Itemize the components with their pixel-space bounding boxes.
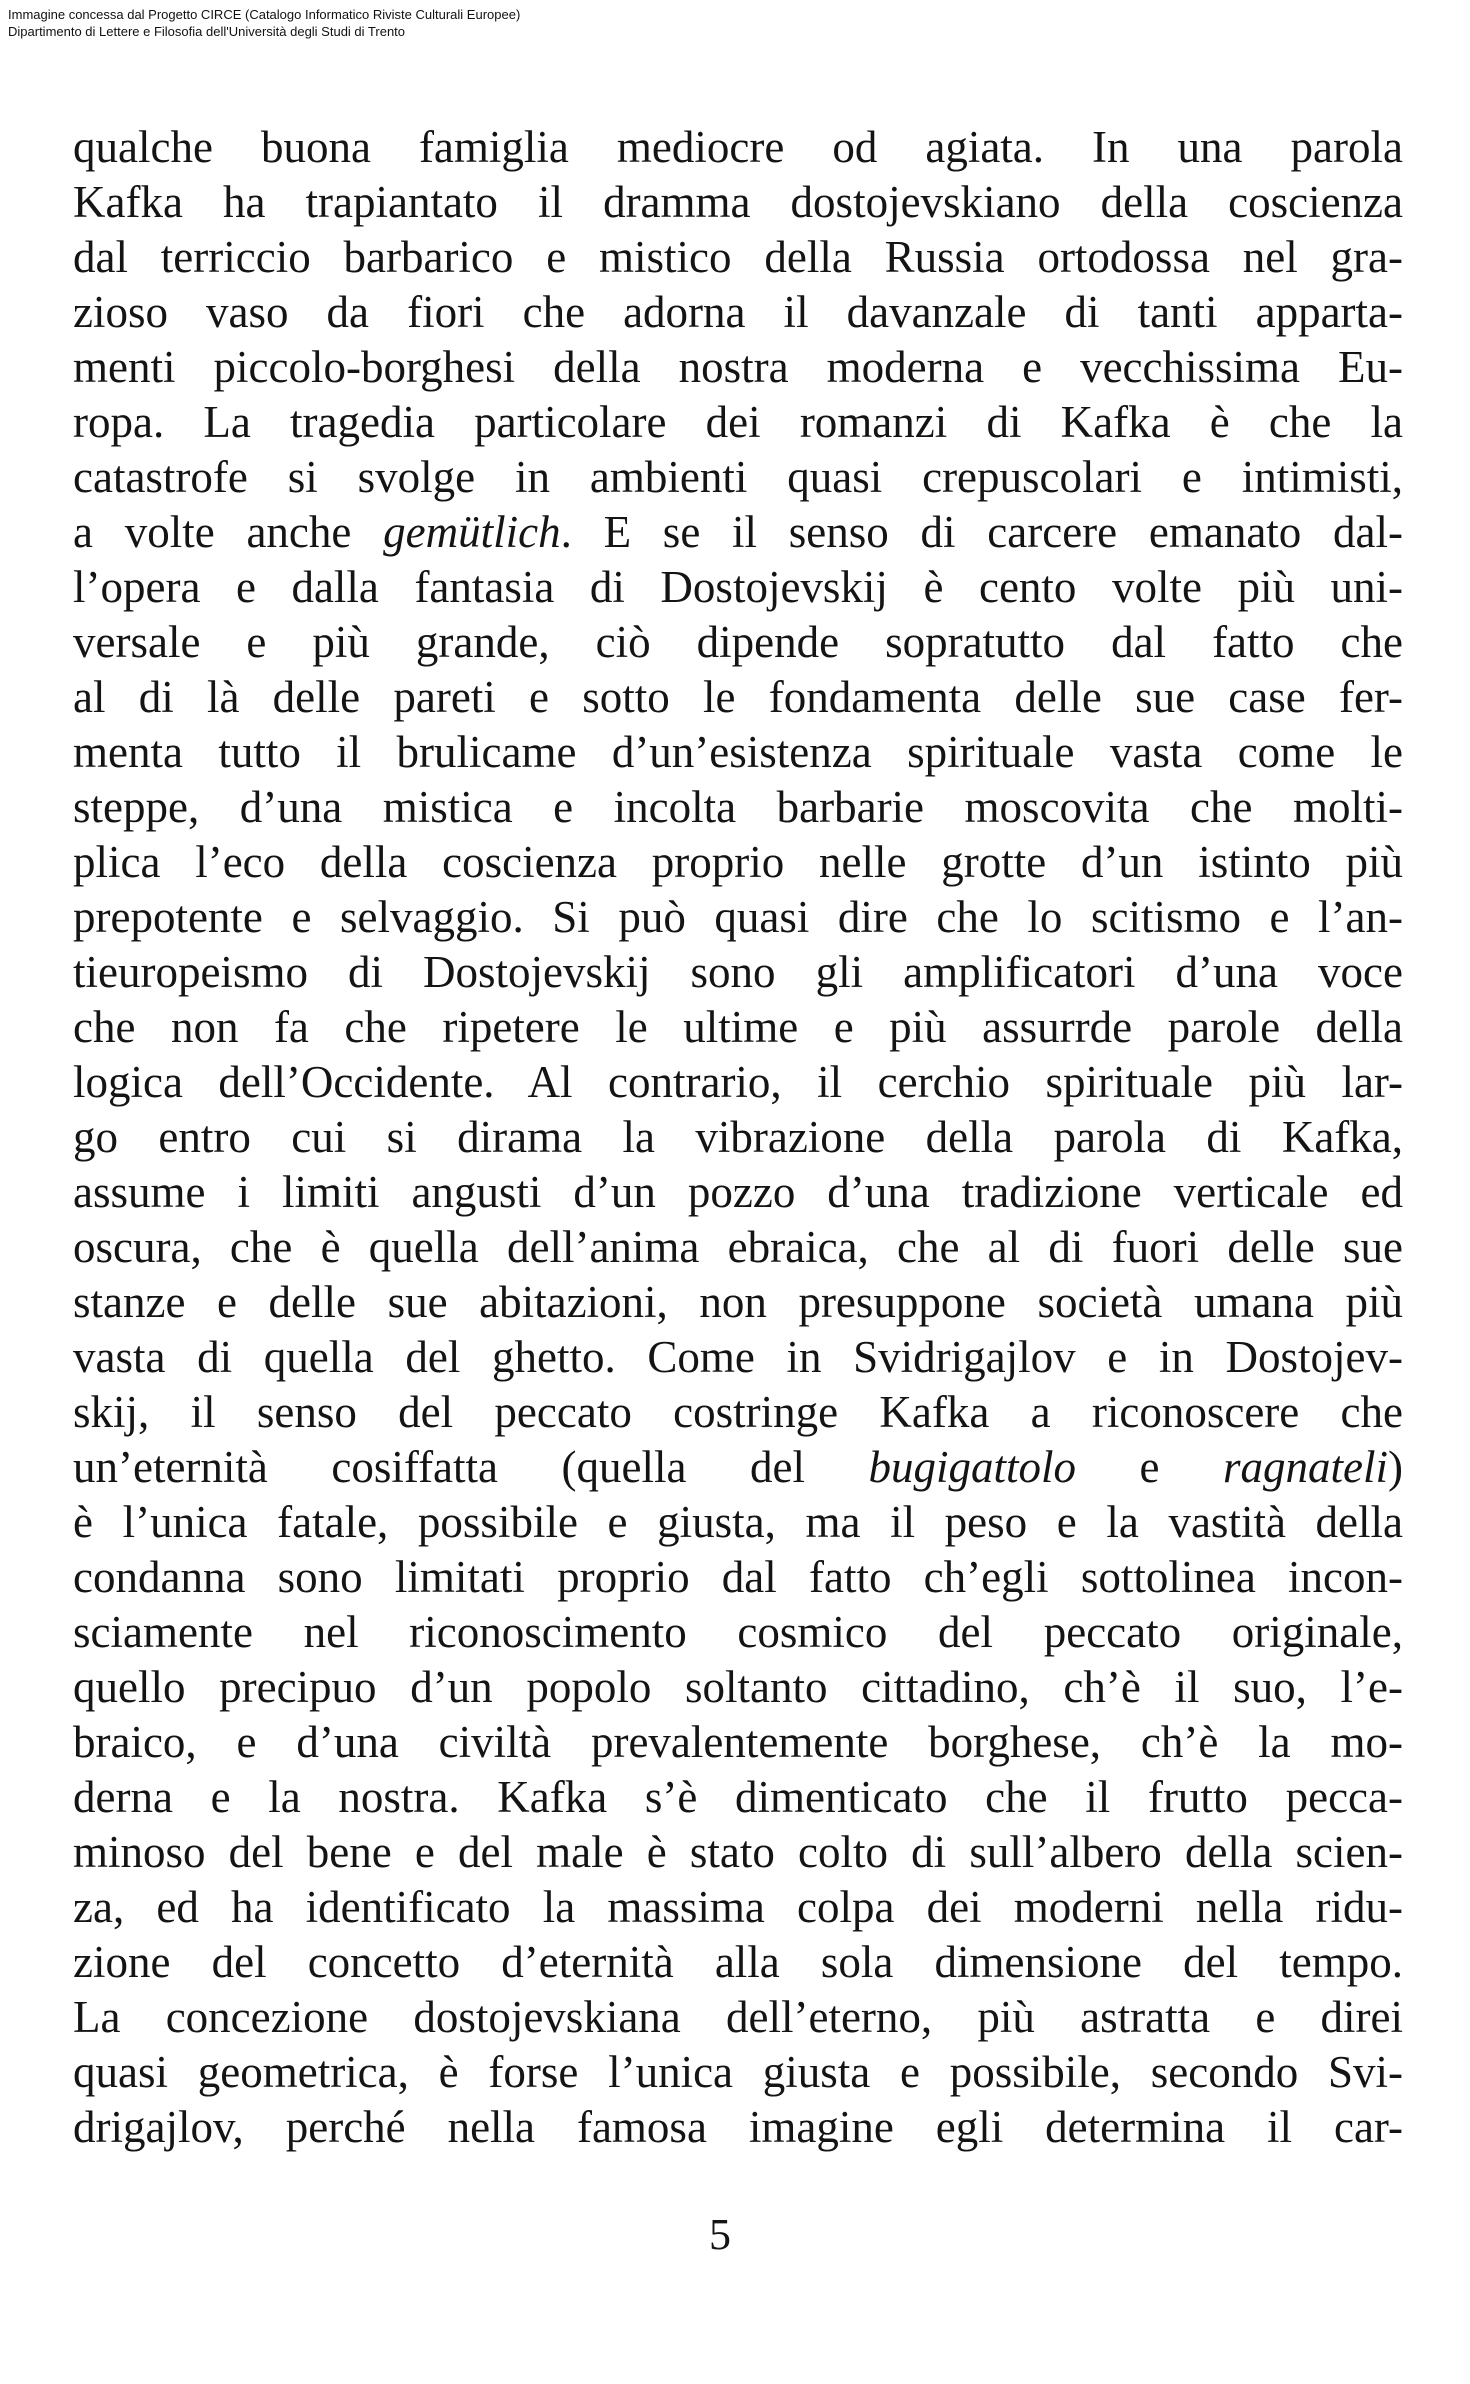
text-line: steppe, d’una mistica e incolta barbarie moscovita che molti- <box>73 782 1403 832</box>
text-line: dal terriccio barbarico e mistico della Russia ortodossa nel gra- <box>73 232 1403 282</box>
text-line: prepotente e selvaggio. Si può quasi dire che lo scitismo e l’an- <box>73 892 1403 942</box>
text-line: quasi geometrica, è forse l’unica giusta e possibile, secondo Svi- <box>73 2047 1403 2097</box>
italic-word: ragnateli <box>1223 1442 1388 1492</box>
text-line-with-italic <box>73 1440 1403 1495</box>
page-body-text <box>73 120 1403 2155</box>
text-line: è l’unica fatale, possibile e giusta, ma il peso e la vastità della <box>73 1497 1403 1547</box>
text-fragment: un’eternità cosiffatta (quella del <box>73 1442 869 1492</box>
text-fragment: a volte anche <box>73 507 384 557</box>
text-line: vasta di quella del ghetto. Come in Svidrigajlov e in Dostojev- <box>73 1332 1403 1382</box>
text-line: al di là delle pareti e sotto le fondamenta delle sue case fer- <box>73 672 1403 722</box>
text-line: menti piccolo-borghesi della nostra moderna e vecchissima Eu- <box>73 342 1403 392</box>
text-line: drigajlov, perché nella famosa imagine egli determina il car- <box>73 2102 1403 2152</box>
text-line: logica dell’Occidente. Al contrario, il cerchio spirituale più lar- <box>73 1057 1403 1107</box>
text-fragment: ) <box>1388 1442 1403 1492</box>
text-line: skij, il senso del peccato costringe Kafka a riconoscere che <box>73 1387 1403 1437</box>
text-line: derna e la nostra. Kafka s’è dimenticato che il frutto pecca- <box>73 1772 1403 1822</box>
credit-line-1: Immagine concessa dal Progetto CIRCE (Catalogo Informatico Riviste Culturali Europee) <box>8 7 521 22</box>
text-line: minoso del bene e del male è stato colto di sull’albero della scien- <box>73 1827 1403 1877</box>
text-line: zione del concetto d’eternità alla sola dimensione del tempo. <box>73 1937 1403 1987</box>
text-line: za, ed ha identificato la massima colpa dei moderni nella ridu- <box>73 1882 1403 1932</box>
text-line: go entro cui si dirama la vibrazione della parola di Kafka, <box>73 1112 1403 1162</box>
text-line: sciamente nel riconoscimento cosmico del peccato originale, <box>73 1607 1403 1657</box>
text-line: plica l’eco della coscienza proprio nelle grotte d’un istinto più <box>73 837 1403 887</box>
text-line: Kafka ha trapiantato il dramma dostojevskiano della coscienza <box>73 177 1403 227</box>
text-line: stanze e delle sue abitazioni, non presuppone società umana più <box>73 1277 1403 1327</box>
text-line: oscura, che è quella dell’anima ebraica, che al di fuori delle sue <box>73 1222 1403 1272</box>
text-line: menta tutto il brulicame d’un’esistenza spirituale vasta come le <box>73 727 1403 777</box>
text-line: zioso vaso da fiori che adorna il davanzale di tanti apparta- <box>73 287 1403 337</box>
italic-word: bugigattolo <box>868 1442 1076 1492</box>
text-line: l’opera e dalla fantasia di Dostojevskij è cento volte più uni- <box>73 562 1403 612</box>
text-fragment: e <box>1075 1442 1223 1492</box>
text-line: condanna sono limitati proprio dal fatto ch’egli sottolinea incon- <box>73 1552 1403 1602</box>
text-line: catastrofe si svolge in ambienti quasi crepuscolari e intimisti, <box>73 452 1403 502</box>
text-line-with-italic <box>73 505 1403 560</box>
text-line: tieuropeismo di Dostojevskij sono gli amplificatori d’una voce <box>73 947 1403 997</box>
text-line: braico, e d’una civiltà prevalentemente borghese, ch’è la mo- <box>73 1717 1403 1767</box>
text-line: La concezione dostojevskiana dell’eterno, più astratta e direi <box>73 1992 1403 2042</box>
text-line: assume i limiti angusti d’un pozzo d’una tradizione verticale ed <box>73 1167 1403 1217</box>
text-line: ropa. La tragedia particolare dei romanzi di Kafka è che la <box>73 397 1403 447</box>
credit-line-2: Dipartimento di Lettere e Filosofia dell'Università degli Studi di Trento <box>8 24 406 39</box>
text-line: versale e più grande, ciò dipende sopratutto dal fatto che <box>73 617 1403 667</box>
text-line: qualche buona famiglia mediocre od agiata. In una parola <box>73 122 1403 172</box>
text-line: che non fa che ripetere le ultime e più assurrde parole della <box>73 1002 1403 1052</box>
page-number: 5 <box>709 2210 731 2259</box>
text-fragment: . E se il senso di carcere emanato dal- <box>560 507 1404 557</box>
image-credit <box>8 6 520 40</box>
text-line: quello precipuo d’un popolo soltanto cittadino, ch’è il suo, l’e- <box>73 1662 1403 1712</box>
italic-word: gemütlich <box>383 507 561 557</box>
